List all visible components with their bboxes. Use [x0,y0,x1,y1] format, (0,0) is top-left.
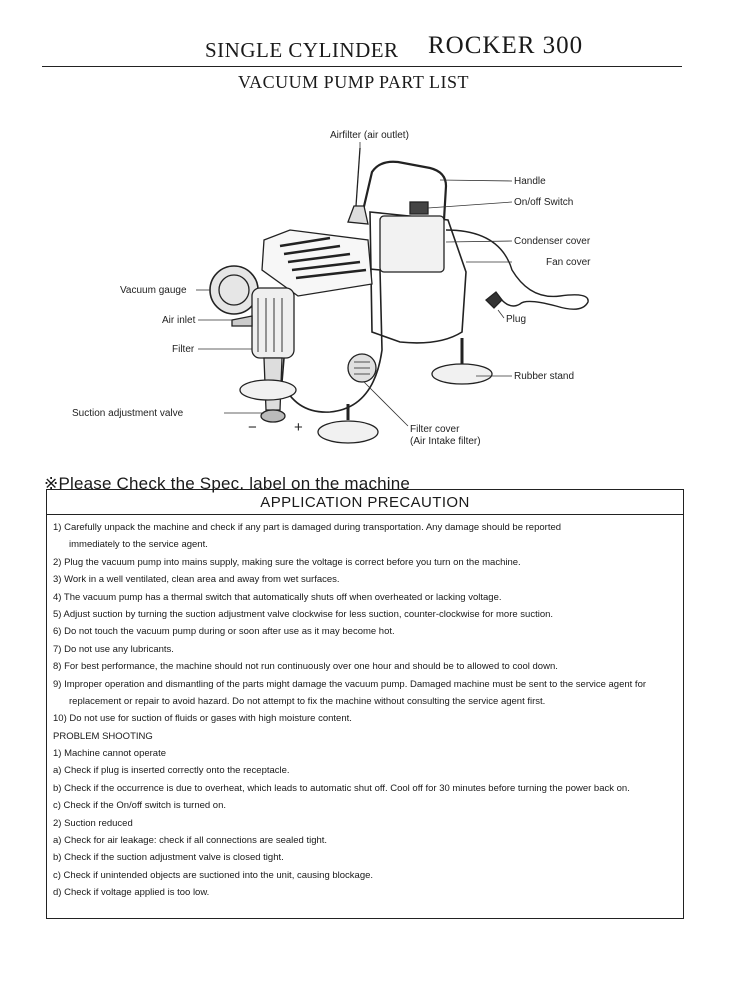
pump-handle [362,162,446,220]
label-condenser-cover: Condenser cover [514,236,591,247]
problem-line: c) Check if unintended objects are suctioned into the unit, causing blockage. [53,869,374,881]
label-filter: Filter [172,344,195,355]
rubber-foot-right [432,364,492,384]
precaution-line: replacement or repair to avoid hazard. Do not attempt to fix the machine without consulting the service agent first. [69,695,546,707]
on-off-switch [410,202,428,214]
precaution-line: 2) Plug the vacuum pump into mains supply, making sure the voltage is correct before you turn on the machine. [53,556,521,568]
precaution-line: 9) Improper operation and dismantling of the parts might damage the vacuum pump. Damaged machine must be sent to the service agent for [53,678,647,690]
precaution-line: 5) Adjust suction by turning the suction adjustment valve clockwise for less suction, counter-clockwise for more suction. [53,608,554,620]
problem-line: d) Check if voltage applied is too low. [53,887,210,899]
vacuum-gauge-shape [210,266,258,314]
label-filter-cover-sub: (Air Intake filter) [410,436,481,447]
label-filter-cover: Filter cover [410,424,460,435]
precaution-list [47,515,683,902]
title-model-name: ROCKER 300 [428,32,584,59]
air-outlet-filter [348,206,368,224]
precaution-heading: APPLICATION PRECAUTION [47,490,683,515]
precaution-line: 8) For best performance, the machine should not run continuously over one hour and should be to allowed to cool down. [53,661,558,673]
spec-label-notice: ※Please Check the Spec. label on the machine [44,474,411,493]
problem-line: 1) Machine cannot operate [53,748,167,760]
plug-shape [486,292,502,308]
rubber-foot-left [240,380,296,400]
label-plug: Plug [506,314,527,325]
label-handle: Handle [514,176,546,187]
label-airfilter: Airfilter (air outlet) [330,130,409,141]
pump-illustration [210,148,588,443]
title-divider [42,66,682,67]
precaution-line: immediately to the service agent. [69,539,208,551]
precaution-line: 4) The vacuum pump has a thermal switch that automatically shuts off when overheated or lacking voltage. [53,591,502,603]
document-title [0,30,752,70]
label-fan-cover: Fan cover [546,257,591,268]
label-air-inlet: Air inlet [162,315,196,326]
problem-line: 2) Suction reduced [53,817,133,829]
rubber-foot-front [318,421,378,443]
condenser-cover-shape [380,216,444,272]
precaution-box [46,489,684,919]
label-minus: − [248,419,257,436]
pump-diagram [0,120,752,460]
problem-line: a) Check for air leakage: check if all connections are sealed tight. [53,835,328,847]
precaution-line: 1) Carefully unpack the machine and check if any part is damaged during transportation. Any damage should be reported [53,522,562,533]
label-vacuum-gauge: Vacuum gauge [120,285,187,296]
label-rubber-stand: Rubber stand [514,371,575,382]
document-subtitle: VACUUM PUMP PART LIST [238,72,469,92]
problem-shooting-heading: PROBLEM SHOOTING [53,730,153,742]
problem-line: b) Check if the occurrence is due to overheat, which leads to automatic shut off. Cool off for 30 minutes before turning the power back on. [53,782,630,794]
label-suction-valve: Suction adjustment valve [72,408,184,419]
precaution-line: 6) Do not touch the vacuum pump during or soon after use as it may become hot. [53,626,395,638]
problem-line: b) Check if the suction adjustment valve is closed tight. [53,852,284,864]
problem-line: c) Check if the On/off switch is turned on. [53,800,227,812]
precaution-line: 7) Do not use any lubricants. [53,643,174,655]
air-inlet-nozzle [232,316,252,326]
problem-line: a) Check if plug is inserted correctly onto the receptacle. [53,765,290,777]
title-model-type: SINGLE CYLINDER [205,38,399,62]
precaution-line: 3) Work in a well ventilated, clean area and away from wet surfaces. [53,574,340,586]
label-on-off-switch: On/off Switch [514,197,574,208]
precaution-line: 10) Do not use for suction of fluids or gases with high moisture content. [53,713,352,725]
label-plus: + [294,419,303,436]
